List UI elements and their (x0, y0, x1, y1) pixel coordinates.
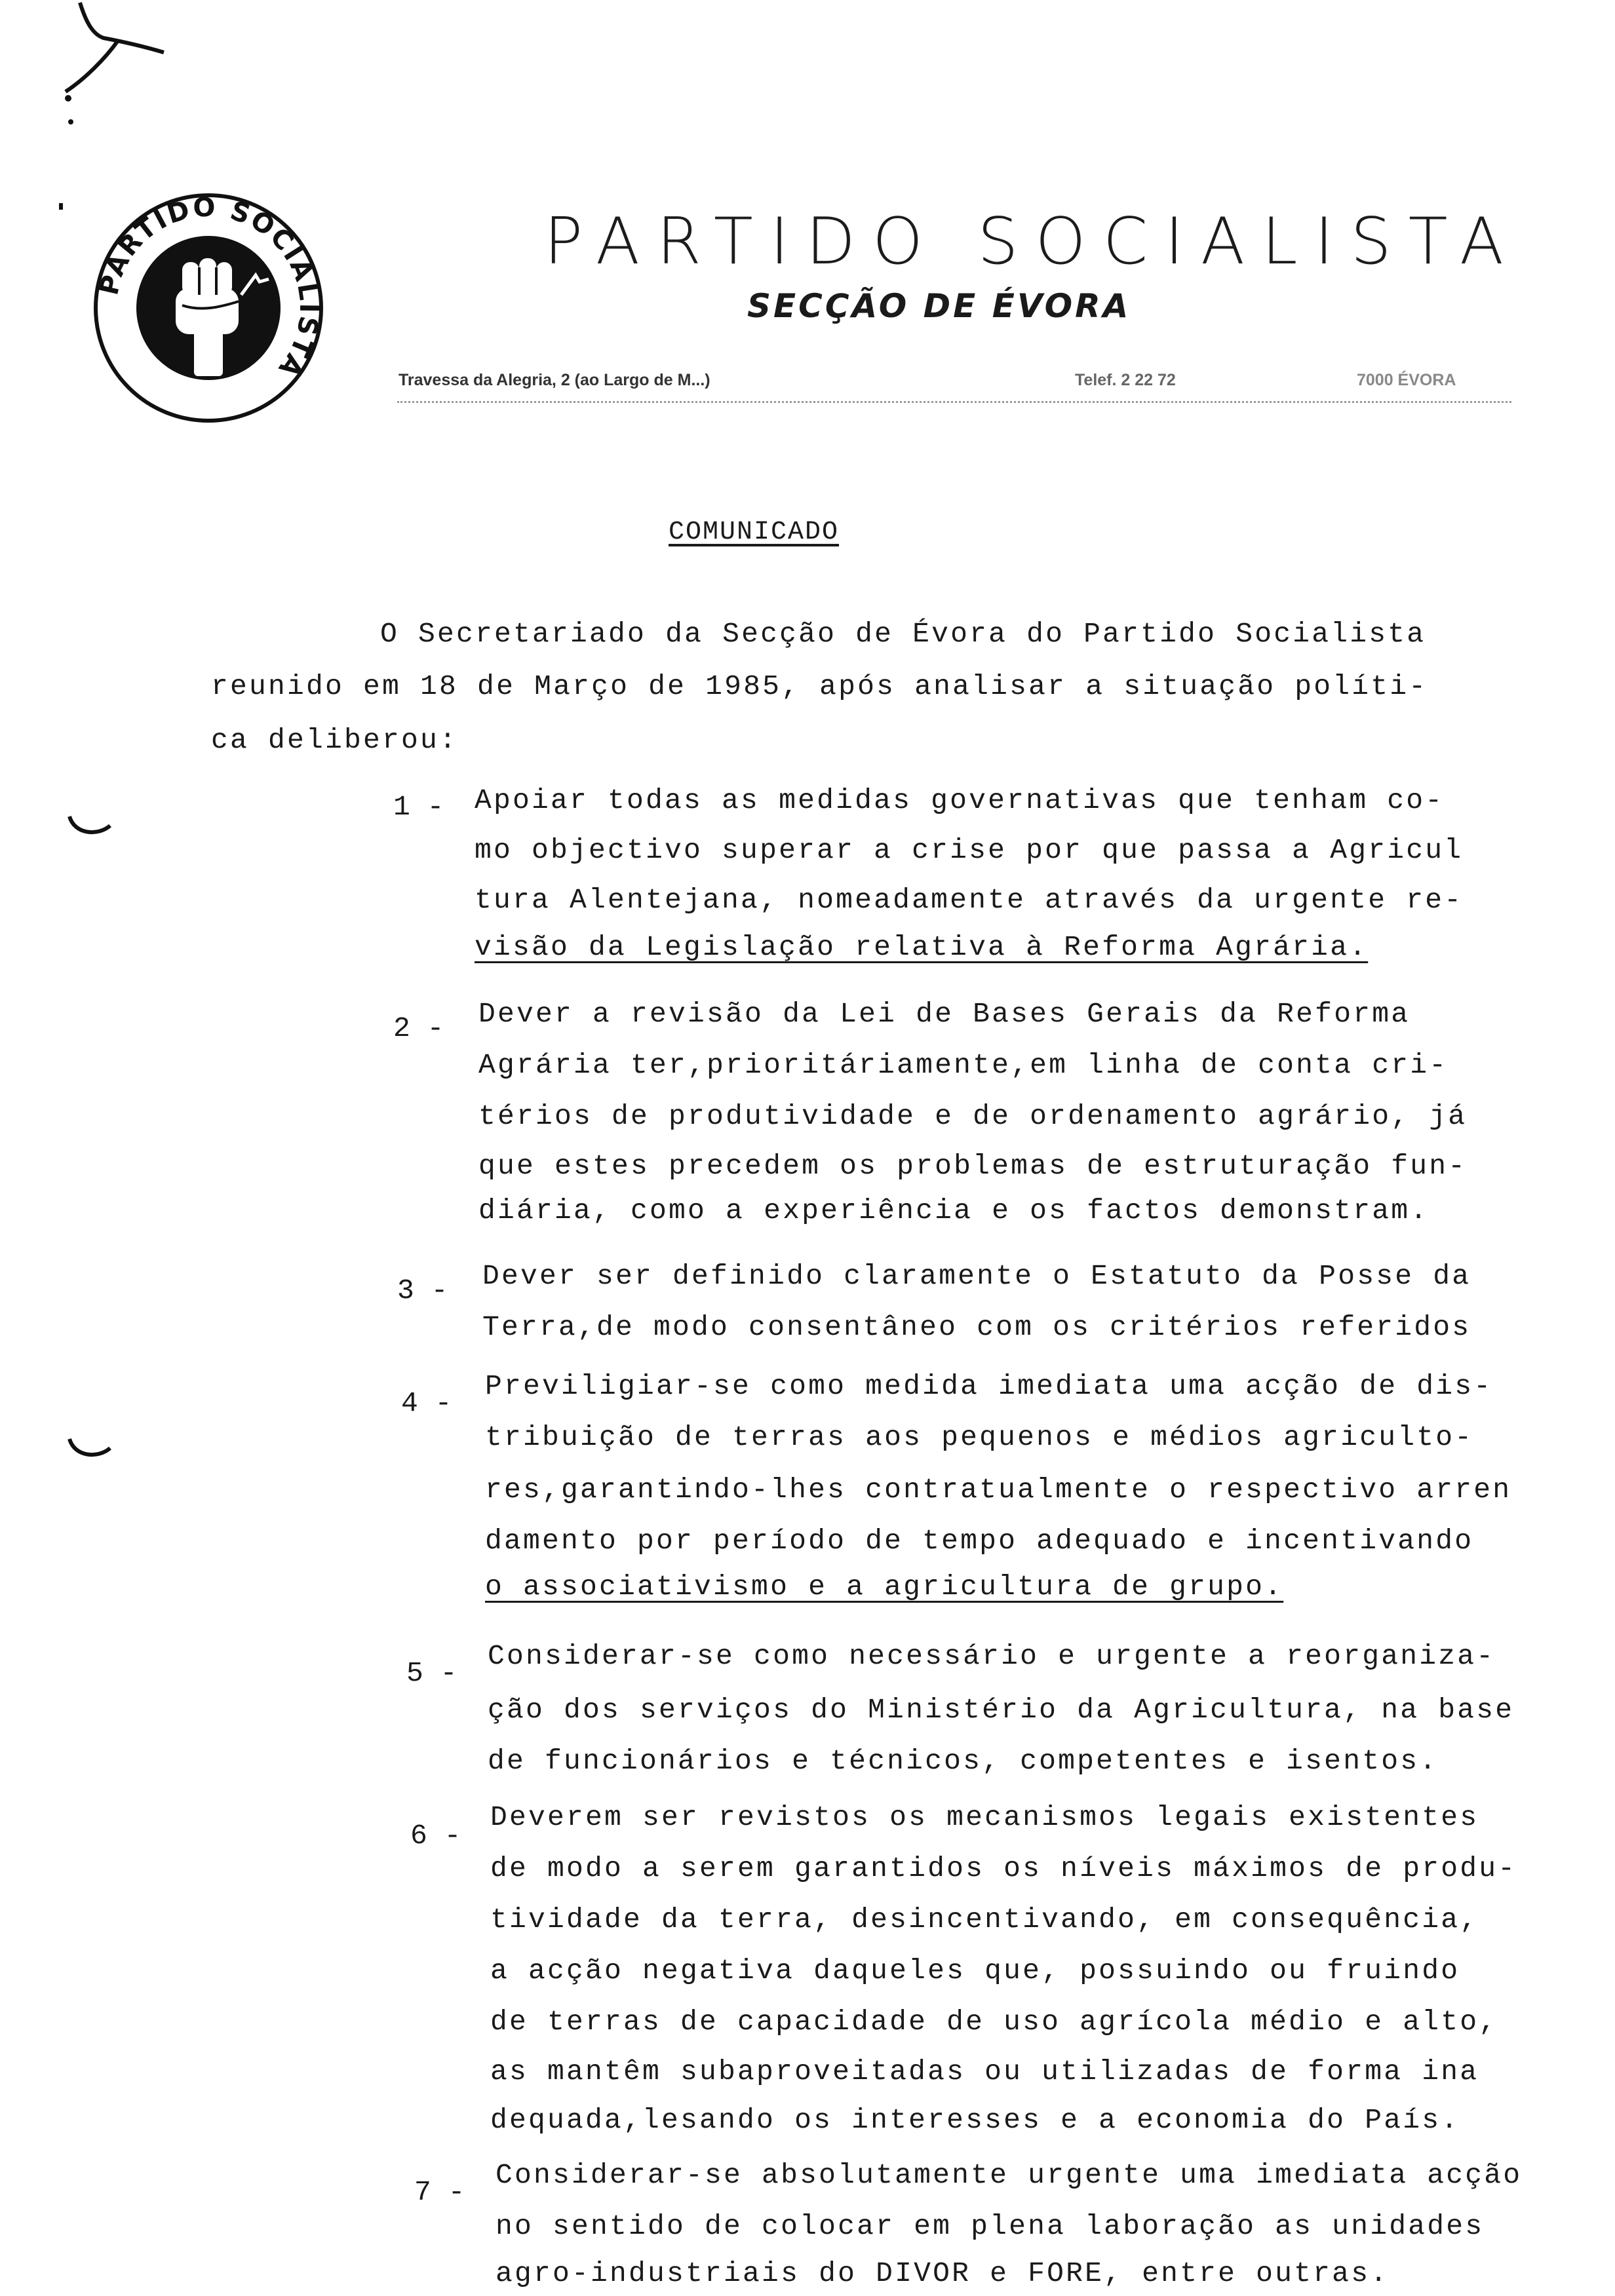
item-line: Considerar-se como necessário e urgente a reorganiza- (488, 1640, 1496, 1672)
item-number: 5 - (406, 1657, 457, 1689)
item-line: res,garantindo-lhes contratualmente o respectivo arren (485, 1474, 1512, 1506)
item-line: Dever ser definido claramente o Estatuto da Posse da (482, 1260, 1471, 1292)
item-number: 2 - (393, 1012, 444, 1044)
item-line: Previligiar-se como medida imediata uma acção de dis- (485, 1370, 1493, 1402)
item-number: 4 - (401, 1387, 452, 1419)
margin-dot (55, 201, 68, 214)
address: Travessa da Alegria, 2 (ao Largo de M...) (399, 371, 710, 389)
intro-line: O Secretariado da Secção de Évora do Partido Socialista (380, 618, 1426, 650)
item-line: mo objectivo superar a crise por que passa a Agricul (475, 834, 1464, 866)
item-number: 6 - (410, 1820, 461, 1852)
item-line: Agrária ter,prioritáriamente,em linha de conta cri- (478, 1049, 1449, 1081)
party-logo (90, 190, 326, 426)
item-line: diária, como a experiência e os factos demonstram. (478, 1195, 1430, 1227)
postal-code: 7000 ÉVORA (1357, 371, 1456, 389)
item-line: de terras de capacidade de uso agrícola médio e alto, (490, 2006, 1498, 2038)
punch-hole-mark (66, 1435, 118, 1468)
item-line: térios de produtividade e de ordenamento agrário, já (478, 1100, 1468, 1132)
item-line: Terra,de modo consentâneo com os critérios referidos (482, 1311, 1471, 1343)
item-line: Deverem ser revistos os mecanismos legais existentes (490, 1801, 1479, 1833)
logo-text: PARTIDO SOCIALISTA (94, 192, 324, 384)
intro-line: reunido em 18 de Março de 1985, após analisar a situação políti- (211, 670, 1428, 702)
item-line: tura Alentejana, nomeadamente através da urgente re- (475, 884, 1464, 916)
item-number: 3 - (397, 1274, 448, 1307)
party-name: PARTIDO SOCIALISTA (544, 204, 1521, 279)
item-line: tividade da terra, desincentivando, em consequência, (490, 1904, 1479, 1936)
item-line: no sentido de colocar em plena laboração as unidades (496, 2210, 1485, 2242)
item-line: de funcionários e técnicos, competentes e isentos. (488, 1745, 1439, 1777)
item-line: o associativismo e a agricultura de grupo. (485, 1571, 1284, 1603)
item-line: ção dos serviços do Ministério da Agricultura, na base (488, 1694, 1515, 1726)
item-line: tribuição de terras aos pequenos e médios agricultо- (485, 1421, 1474, 1453)
item-line: que estes precedem os problemas de estruturação fun- (478, 1150, 1468, 1182)
document-title: COMUNICADO (669, 518, 840, 547)
item-line: a acção negativa daqueles que, possuindo ou fruindo (490, 1955, 1460, 1987)
intro-line: ca deliberou: (211, 724, 459, 756)
section-name: SECÇÃO DE ÉVORA (747, 287, 1131, 325)
item-line: Apoiar todas as medidas governativas que tenham co- (475, 784, 1445, 816)
item-line: Dever a revisão da Lei de Bases Gerais da Reforma (478, 998, 1411, 1030)
margin-dot (64, 115, 77, 128)
margin-pen-mark (39, 0, 170, 131)
item-line: de modo a serem garantidos os níveis máximos de produ- (490, 1852, 1517, 1885)
item-line: dequada,lesando os interesses e a economia do País. (490, 2104, 1460, 2136)
item-line: damento por período de tempo adequado e incentivando (485, 1525, 1474, 1557)
item-line: visão da Legislação relativa à Reforma Agrária. (475, 931, 1369, 963)
item-line: Considerar-se absolutamente urgente uma imediata acção (496, 2159, 1523, 2191)
phone: Telef. 2 22 72 (1075, 371, 1176, 389)
letterhead-divider (397, 401, 1511, 403)
punch-hole-mark (66, 813, 118, 845)
item-number: 7 - (414, 2176, 465, 2208)
item-number: 1 - (393, 791, 444, 823)
item-line: agro-industriais do DIVOR e FORE, entre outras. (496, 2257, 1390, 2289)
item-line: as mantêm subaproveitadas ou utilizadas de forma ina (490, 2056, 1479, 2088)
